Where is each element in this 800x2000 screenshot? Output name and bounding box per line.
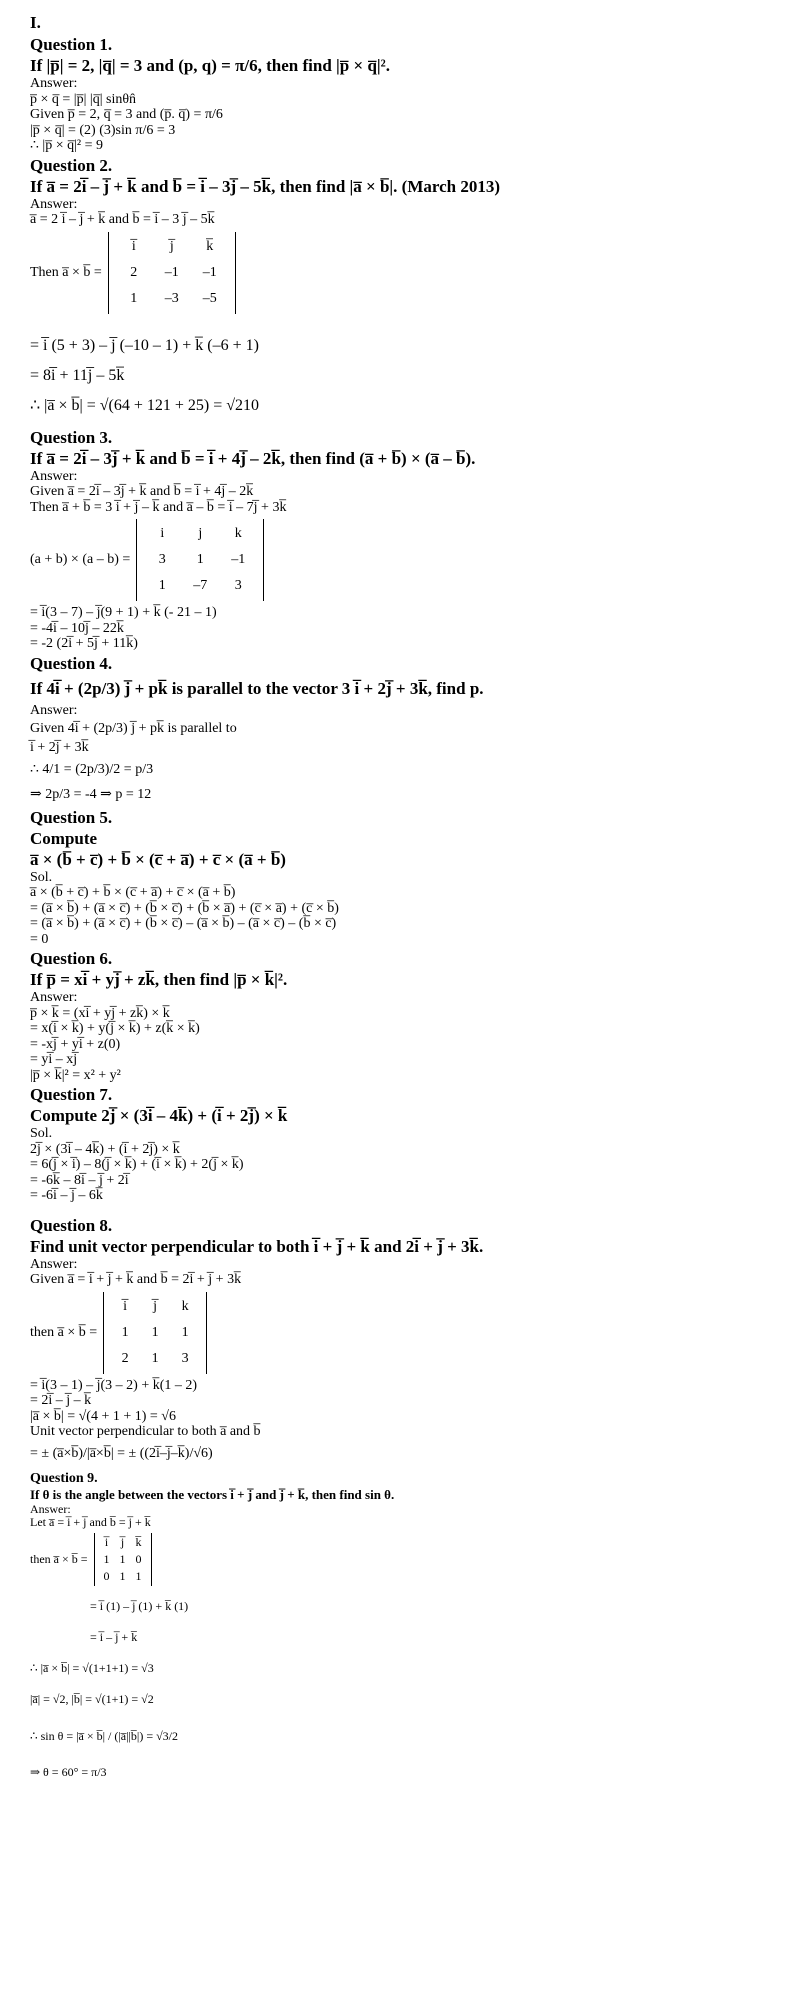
det-cell: 1: [158, 578, 166, 593]
det-cell: i: [160, 526, 165, 541]
determinant-row: [30, 1292, 770, 1374]
answer-line: Given p̅ = 2, q̅ = 3 and (p̅. q̅) = π/6: [30, 107, 223, 122]
det-cell: –7: [193, 578, 208, 593]
answer-line: |a̅| = √2, |b̅| = √(1+1) = √2: [30, 1691, 154, 1706]
answer-line: = 6(j̅ × i̅) – 8(j̅ × k̅) + (i̅ × k̅) + 2(j̅ × k̅): [30, 1157, 244, 1172]
determinant-label: then a̅ × b̅ =: [30, 1324, 98, 1340]
question-5: [30, 808, 770, 948]
det-cell: j̅: [120, 1534, 125, 1549]
det-cell: 1: [151, 1350, 159, 1366]
det-cell: k: [181, 1298, 189, 1314]
question-8: [30, 1216, 770, 1468]
det-cell: 1: [119, 1568, 126, 1583]
answer-label: Answer:: [30, 1256, 78, 1272]
det-cell: 1: [135, 1568, 142, 1583]
det-cell: k̅: [206, 238, 214, 254]
question-heading: Question 3.: [30, 427, 113, 447]
question-statement: If |p̅| = 2, |q̅| = 3 and (p, q) = π/6, then find |p̅ × q̅|².: [30, 56, 390, 75]
det-cell: k̅: [135, 1534, 142, 1549]
det-cell: –1: [164, 264, 179, 280]
answer-line: = i̅(3 – 7) – j̅(9 + 1) + k̅ (- 21 – 1): [30, 605, 217, 620]
answer-line: ∴ |a̅ × b̅| = √(1+1+1) = √3: [30, 1660, 154, 1675]
answer-label: Answer:: [30, 990, 78, 1005]
det-cell: 0: [103, 1568, 110, 1583]
answer-line: ∴ |a̅ × b̅| = √(64 + 121 + 25) = √210: [30, 396, 260, 414]
answer-label: Answer:: [30, 76, 78, 91]
answer-line: ∴ |p̅ × q̅|² = 9: [30, 138, 104, 153]
answer-label: Answer:: [30, 702, 78, 718]
det-cell: i̅: [104, 1534, 109, 1549]
determinant: [94, 1533, 152, 1586]
answer-line: = 0: [30, 931, 49, 947]
det-cell: j̅: [169, 238, 174, 254]
question-7: [30, 1085, 770, 1204]
answer-line: = 2i̅ – j̅ – k̅: [30, 1393, 92, 1408]
answer-label: Answer:: [30, 196, 78, 212]
answer-line: = -6k̅ – 8i̅ – j̅ + 2i̅: [30, 1172, 129, 1188]
answer-label: Answer:: [30, 468, 78, 484]
question-9: [30, 1470, 770, 1779]
answer-line: ⇒ 2p/3 = -4 ⇒ p = 12: [30, 786, 152, 802]
question-statement: If a̅ = 2i̅ – j̅ + k̅ and b̅ = i̅ – 3j̅ – 5k̅, then find |a̅ × b̅|. (March 2013): [30, 176, 501, 196]
question-2: [30, 156, 770, 426]
answer-line: = -xj̅ + yi̅ + z(0): [30, 1036, 121, 1052]
answer-line: = -4i̅ – 10j̅ – 22k̅: [30, 620, 124, 636]
question-statement: If θ is the angle between the vectors i̅ + j̅ and j̅ + k̅, then find sin θ.: [30, 1486, 395, 1502]
answer-line: = x(i̅ × k̅) + y(j̅ × k̅) + z(k̅ × k̅): [30, 1021, 200, 1036]
determinant: [103, 1292, 207, 1374]
answer-line: p̅ × q̅ = |p̅| |q̅| sinθn̂: [30, 91, 137, 107]
question-6: [30, 949, 770, 1083]
determinant-label: Then a̅ × b̅ =: [30, 264, 102, 280]
determinant: [136, 519, 264, 601]
det-cell: –1: [202, 264, 217, 280]
answer-line: i̅ + 2j̅ + 3k̅: [30, 740, 89, 755]
det-cell: 2: [130, 264, 138, 280]
determinant: [108, 232, 236, 314]
det-cell: j: [198, 526, 203, 541]
det-cell: 3: [181, 1350, 189, 1366]
answer-line: Given 4i̅ + (2p/3) j̅ + pk̅ is parallel to: [30, 721, 237, 736]
determinant-label: then a̅ × b̅ =: [30, 1551, 88, 1566]
question-heading: Question 7.: [30, 1085, 113, 1104]
question-heading: Question 9.: [30, 1470, 98, 1486]
det-cell: 1: [196, 552, 204, 567]
det-cell: –5: [202, 290, 217, 306]
answer-line: |p̅ × k̅|² = x² + y²: [30, 1067, 121, 1083]
answer-line: Given a̅ = 2i̅ – 3j̅ + k̅ and b̅ = i̅ + 4j̅ – 2k̅: [30, 484, 254, 499]
det-cell: 3: [158, 552, 166, 567]
answer-line: a̅ = 2 i̅ – j̅ + k̅ and b̅ = i̅ – 3 j̅ – 5k̅: [30, 212, 215, 227]
question-statement: If a̅ = 2i̅ – 3j̅ + k̅ and b̅ = i̅ + 4j̅ – 2k̅, then find (a̅ + b̅) × (a̅ – b̅).: [30, 448, 476, 468]
question-3: [30, 428, 770, 652]
det-cell: j̅: [153, 1298, 158, 1314]
answer-label: Sol.: [30, 1126, 53, 1141]
document: [30, 12, 770, 1779]
det-cell: 1: [130, 290, 138, 306]
question-heading: Question 6.: [30, 949, 113, 968]
answer-line: = yi̅ – xj̅: [30, 1052, 78, 1067]
det-cell: 1: [151, 1324, 159, 1340]
answer-label: Sol.: [30, 869, 53, 885]
det-cell: k: [234, 526, 242, 541]
question-heading: Question 1.: [30, 35, 113, 54]
answer-line: = i̅ (1) – j̅ (1) + k̅ (1): [90, 1598, 189, 1613]
question-statement: Compute: [30, 828, 98, 848]
det-cell: 0: [135, 1551, 142, 1566]
answer-line: ∴ sin θ = |a̅ × b̅| / (|a̅||b̅|) = √3/2: [30, 1728, 179, 1743]
answer-line: = -6i̅ – j̅ – 6k̅: [30, 1188, 103, 1203]
det-cell: 1: [119, 1551, 126, 1566]
question-heading: Question 2.: [30, 155, 113, 175]
answer-line: = ± (a̅×b̅)/|a̅×b̅| = ± ((2i̅–j̅–k̅)/√6): [30, 1445, 213, 1461]
answer-line: ⇒ θ = 60° = π/3: [30, 1764, 107, 1779]
det-cell: 2: [121, 1350, 129, 1366]
answer-line: |a̅ × b̅| = √(4 + 1 + 1) = √6: [30, 1408, 176, 1424]
det-cell: 1: [121, 1324, 129, 1340]
answer-line: Given a̅ = i̅ + j̅ + k̅ and b̅ = 2i̅ + j̅ + 3k̅: [30, 1272, 242, 1287]
det-cell: i̅: [123, 1298, 128, 1314]
answer-line: p̅ × k̅ = (xi̅ + yj̅ + zk̅) × k̅: [30, 1005, 170, 1021]
answer-label: Answer:: [30, 1501, 71, 1516]
determinant-row: [30, 1533, 770, 1586]
det-cell: i̅: [131, 238, 136, 254]
determinant-label: (a + b) × (a – b) =: [30, 552, 131, 567]
determinant-row: [30, 519, 770, 601]
question-statement: If p̅ = xi̅ + yj̅ + zk̅, then find |p̅ × k̅|².: [30, 970, 288, 989]
answer-line: Then a̅ + b̅ = 3 i̅ + j̅ – k̅ and a̅ – b̅ = i̅ – 7j̅ + 3k̅: [30, 499, 287, 515]
answer-line: ∴ 4/1 = (2p/3)/2 = p/3: [30, 761, 154, 777]
answer-line: Unit vector perpendicular to both a̅ and b̅: [30, 1424, 261, 1439]
answer-line: = -2 (2i̅ + 5j̅ + 11k̅): [30, 636, 138, 651]
det-cell: 3: [234, 578, 242, 593]
det-cell: –1: [231, 552, 246, 567]
question-statement: a̅ × (b̅ + c̅) + b̅ × (c̅ + a̅) + c̅ × (a̅ + b̅): [30, 849, 286, 869]
answer-line: a̅ × (b̅ + c̅) + b̅ × (c̅ + a̅) + c̅ × (a̅ + b̅): [30, 885, 236, 900]
answer-line: |p̅ × q̅| = (2) (3)sin π/6 = 3: [30, 122, 176, 138]
answer-line: = i̅(3 – 1) – j̅(3 – 2) + k̅(1 – 2): [30, 1377, 198, 1393]
determinant-row: [30, 232, 770, 314]
question-heading: Question 8.: [30, 1215, 113, 1235]
question-statement: Find unit vector perpendicular to both i̅ + j̅ + k̅ and 2i̅ + j̅ + 3k̅.: [30, 1236, 484, 1256]
answer-line: Let a̅ = i̅ + j̅ and b̅ = j̅ + k̅: [30, 1514, 151, 1529]
answer-line: 2j̅ × (3i̅ – 4k̅) + (i̅ + 2j̅) × k̅: [30, 1141, 180, 1157]
det-cell: 1: [181, 1324, 189, 1340]
det-cell: 1: [103, 1551, 110, 1566]
answer-line: = i̅ (5 + 3) – j̅ (–10 – 1) + k̅ (–6 + 1): [30, 336, 259, 354]
question-statement: Compute 2j̅ × (3i̅ – 4k̅) + (i̅ + 2j̅) × k̅: [30, 1106, 288, 1125]
answer-line: = (a̅ × b̅) + (a̅ × c̅) + (b̅ × c̅) – (a̅ × b̅) – (a̅ × c̅) – (b̅ × c̅): [30, 916, 337, 931]
det-cell: –3: [164, 290, 179, 306]
section-label: I.: [30, 13, 41, 32]
answer-line: = i̅ – j̅ + k̅: [90, 1629, 138, 1644]
question-1: [30, 35, 770, 154]
question-heading: Question 5.: [30, 807, 113, 827]
answer-line: = 8i̅ + 11j̅ – 5k̅: [30, 366, 125, 384]
question-4: [30, 654, 770, 806]
answer-line: = (a̅ × b̅) + (a̅ × c̅) + (b̅ × c̅) + (b̅ × a̅) + (c̅ × a̅) + (c̅ × b̅): [30, 900, 339, 916]
question-statement: If 4i̅ + (2p/3) j̅ + pk̅ is parallel to the vector 3 i̅ + 2j̅ + 3k̅, find p.: [30, 678, 484, 698]
question-heading: Question 4.: [30, 653, 113, 673]
